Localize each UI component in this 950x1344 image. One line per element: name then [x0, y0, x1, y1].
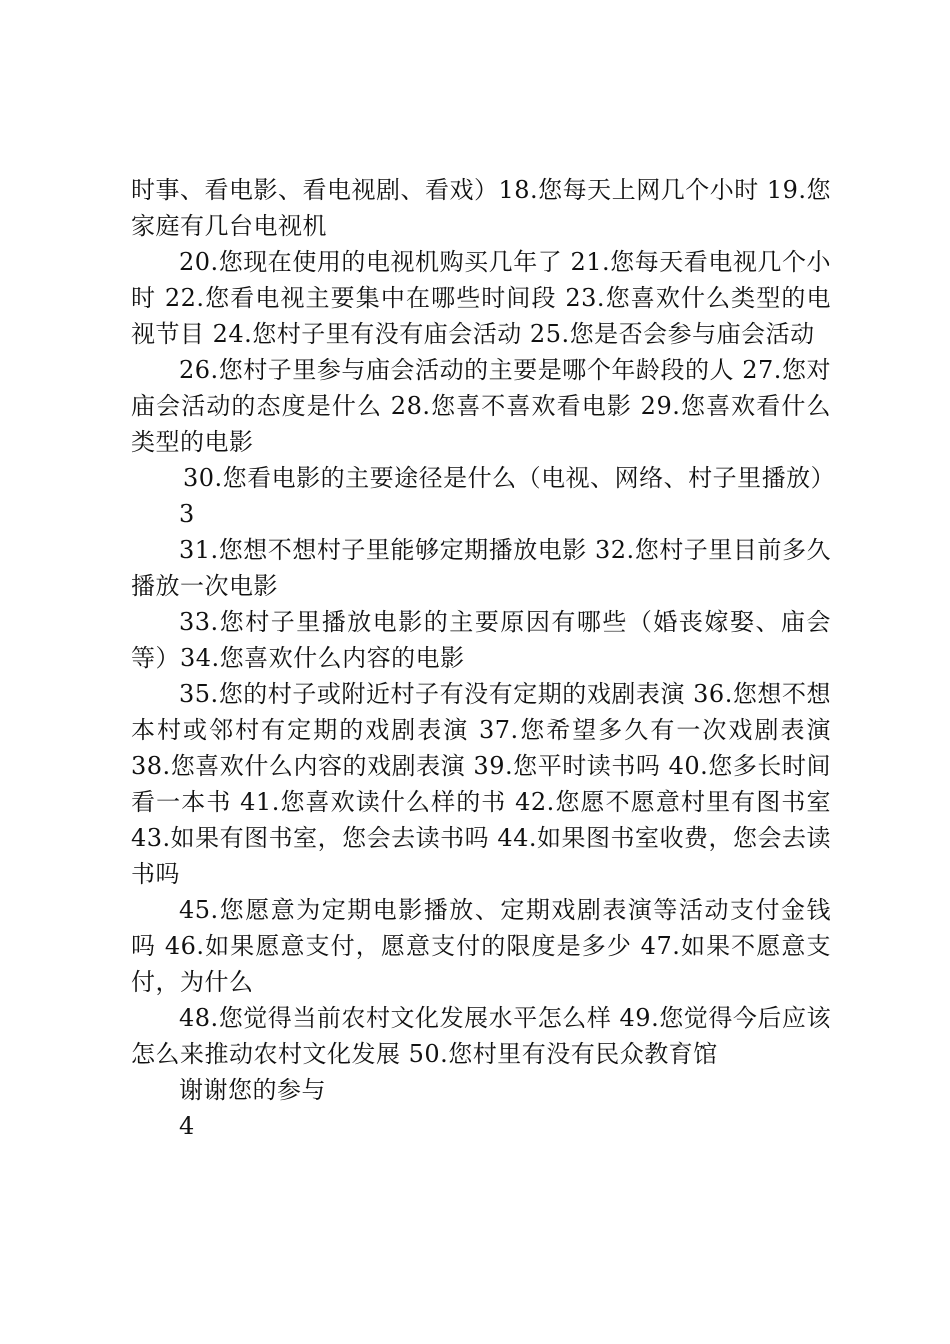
paragraph-questions-48-50: 48.您觉得当前农村文化发展水平怎么样 49.您觉得今后应该怎么来推动农村文化发展 50.您村里有没有民众教育馆 — [131, 1004, 831, 1068]
page-number-4: 4 — [179, 1112, 195, 1140]
paragraph-questions-35-44: 35.您的村子或附近村子有没有定期的戏剧表演 36.您想不想本村或邻村有定期的戏剧表演 37.您希望多久有一次戏剧表演 38.您喜欢什么内容的戏剧表演 39.您平时读书吗 40.您多长时间看一本书 41.您喜欢读什么样的书 42.您愿不愿意村里有图书室 43.如果有图书室，您会去读书吗 44.如果图书室收费，您会去读书吗 — [131, 680, 831, 888]
paragraph-questions-45-47: 45.您愿意为定期电影播放、定期戏剧表演等活动支付金钱吗 46.如果愿意支付，愿意支付的限度是多少 47.如果不愿意支付，为什么 — [131, 896, 831, 996]
paragraph-continuation-18-19: 时事、看电影、看电视剧、看戏）18.您每天上网几个小时 19.您家庭有几台电视机 — [131, 176, 831, 240]
document-body — [131, 172, 836, 1144]
closing-thanks: 谢谢您的参与 — [179, 1076, 326, 1104]
page-number-3: 3 — [179, 500, 195, 528]
paragraph-questions-33-34: 33.您村子里播放电影的主要原因有哪些（婚丧嫁娶、庙会等）34.您喜欢什么内容的电影 — [131, 608, 831, 672]
paragraph-questions-26-29: 26.您村子里参与庙会活动的主要是哪个年龄段的人 27.您对庙会活动的态度是什么 28.您喜不喜欢看电影 29.您喜欢看什么类型的电影 — [131, 356, 831, 456]
paragraph-questions-31-32: 31.您想不想村子里能够定期播放电影 32.您村子里目前多久播放一次电影 — [131, 536, 831, 600]
paragraph-questions-20-25: 20.您现在使用的电视机购买几年了 21.您每天看电视几个小时 22.您看电视主要集中在哪些时间段 23.您喜欢什么类型的电视节目 24.您村子里有没有庙会活动 25.您是否会参与庙会活动 — [131, 248, 831, 348]
paragraph-question-30: 30.您看电影的主要途径是什么（电视、网络、村子里播放） — [183, 464, 836, 492]
